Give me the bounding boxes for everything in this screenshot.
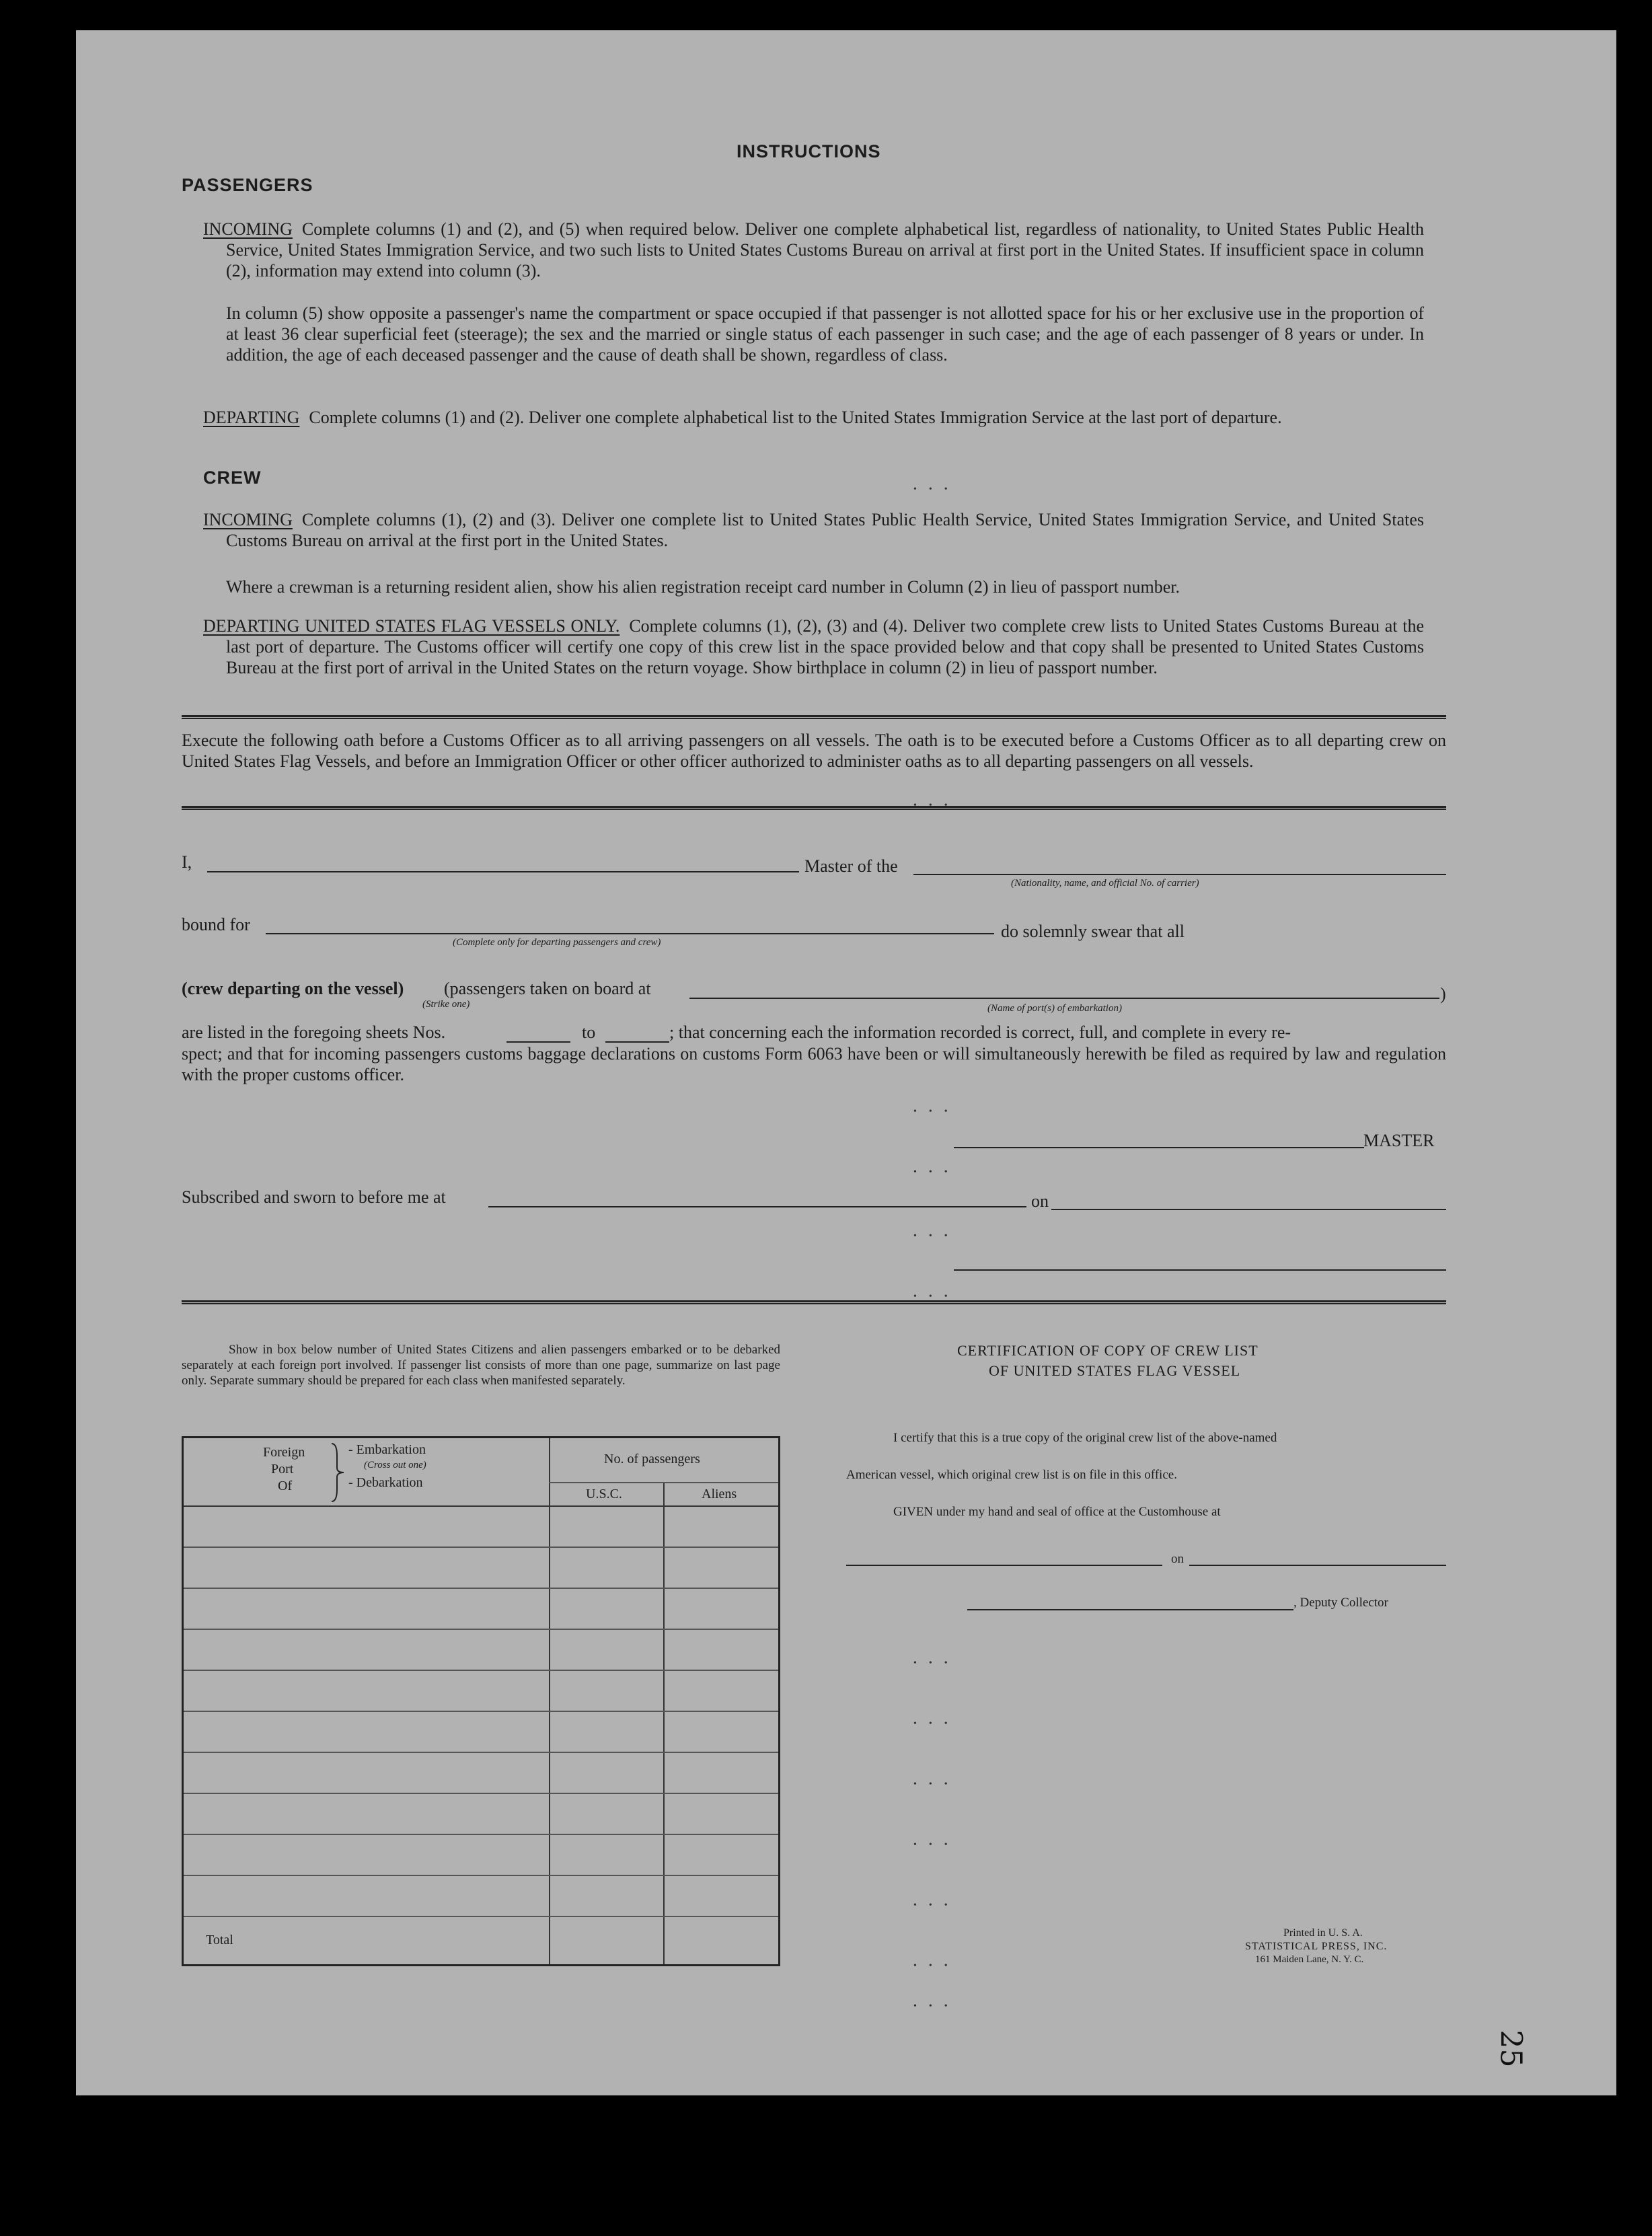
passenger-summary-table xyxy=(182,1436,780,1966)
table-row-rule xyxy=(184,1793,778,1794)
listed-text-2: ; that concerning each the information recorded is correct, full, and complete in every re- xyxy=(669,1022,1291,1042)
margin-dots: ••• xyxy=(913,2001,960,2011)
table-subheader-rule xyxy=(549,1482,778,1483)
margin-dots: ••• xyxy=(913,484,960,494)
summary-note: Show in box below number of United States Citizens and alien passengers embarked or to be debarked separately at each foreign port involved. If passenger list consists of more than one page, summarize on last page only. Separate summary should be prepared for each class when manifested separately. xyxy=(182,1343,780,1388)
sheet-from-line[interactable] xyxy=(506,1041,570,1043)
table-row-rule xyxy=(184,1711,778,1712)
handwritten-page-number: 25 xyxy=(1493,2029,1528,2068)
margin-dots: ••• xyxy=(913,1167,960,1177)
margin-dots: ••• xyxy=(913,1779,960,1789)
deputy-collector-label: , Deputy Collector xyxy=(1293,1596,1388,1610)
passengers-incoming-instruction xyxy=(203,219,1424,281)
crew-heading: CREW xyxy=(203,468,262,488)
given-text: GIVEN under my hand and seal of office at the Customhouse at xyxy=(893,1505,1221,1519)
ports-line[interactable] xyxy=(689,998,1439,999)
passengers-column5-instruction: In column (5) show opposite a passenger's name the compartment or space occupied if that passenger is not allotted space for his or her exclusive use in the proportion of at least 36 clear superficial feet (steerage); the sex and the married or single status of each passenger in such case; and the age of each passenger of 8 years or under. In addition, the age of each deceased passenger and the cause of death shall be shown, regardless of class. xyxy=(226,303,1424,365)
crew-departing-lead: DEPARTING UNITED STATES FLAG VESSELS ONLY. xyxy=(203,616,620,636)
margin-dots: ••• xyxy=(913,1231,960,1241)
deputy-collector-signature-line[interactable] xyxy=(967,1609,1293,1610)
listed-text-3: spect; and that for incoming passengers customs baggage declarations on customs Form 6063 have been or will simultaneously herewith be filed as required by law and regulation with the proper customs officer. xyxy=(182,1044,1446,1084)
instructions-title: INSTRUCTIONS xyxy=(737,141,881,161)
total-label: Total xyxy=(206,1933,233,1947)
passengers-departing-text: Complete columns (1) and (2). Deliver one complete alphabetical list to the United States Immigration Service at the last port of departure. xyxy=(309,408,1282,427)
usc-header: U.S.C. xyxy=(586,1487,622,1501)
crew-departing-option: (crew departing on the vessel) xyxy=(182,979,404,998)
passengers-incoming-text: Complete columns (1) and (2), and (5) when required below. Deliver one complete alphabetical list, regardless of nationality, to United States Public Health Service, United States Immigration Service, and two such lists to United States Customs Bureau on arrival at first port in the United States. If insufficient space in column (2), information may extend into column (3). xyxy=(226,219,1424,281)
crew-incoming-lead: INCOMING xyxy=(203,510,293,529)
table-row-rule xyxy=(184,1834,778,1835)
master-label: MASTER xyxy=(1363,1131,1435,1150)
table-col-divider xyxy=(663,1482,665,1964)
table-row-rule xyxy=(184,1588,778,1589)
do-swear-text: do solemnly swear that all xyxy=(1001,922,1185,941)
divider-rule xyxy=(182,806,1446,810)
margin-dots: ••• xyxy=(913,1292,960,1302)
certification-date-line[interactable] xyxy=(1189,1565,1446,1566)
passengers-incoming-lead: INCOMING xyxy=(203,219,293,239)
crew-incoming-text: Complete columns (1), (2) and (3). Deliver one complete list to United States Public Health Service, United States Immigration Service, and United States Customs Bureau on arrival at the first port in the United States. xyxy=(226,510,1424,550)
ports-caption: (Name of port(s) of embarkation) xyxy=(987,1003,1122,1014)
margin-dots: ••• xyxy=(913,1719,960,1729)
passengers-taken-option: (passengers taken on board at xyxy=(444,979,651,998)
margin-dots: ••• xyxy=(913,1900,960,1910)
subscribed-on-label: on xyxy=(1031,1191,1049,1211)
table-row-rule xyxy=(184,1916,778,1917)
printer-line-2: STATISTICAL PRESS, INC. xyxy=(1245,1941,1388,1952)
oath-execute-instruction: Execute the following oath before a Customs Officer as to all arriving passengers on all vessels. The oath is to be executed before a Customs Officer as to all departing crew on United States Flag Vessels, and before an Immigration Officer or other officer authorized to administer oaths as to all departing passengers on all vessels. xyxy=(182,731,1446,771)
embarkation-label: - Embarkation xyxy=(348,1442,426,1457)
table-row-rule xyxy=(184,1629,778,1630)
no-of-passengers-header: No. of passengers xyxy=(604,1452,700,1466)
certification-title-2: OF UNITED STATES FLAG VESSEL xyxy=(989,1362,1241,1379)
table-row-rule xyxy=(184,1752,778,1753)
printer-line-1: Printed in U. S. A. xyxy=(1283,1927,1363,1939)
officer-signature-line[interactable] xyxy=(954,1269,1446,1271)
table-col-divider xyxy=(549,1438,550,1964)
passengers-departing-instruction xyxy=(203,407,1424,428)
carrier-caption: (Nationality, name, and official No. of carrier) xyxy=(1011,878,1199,889)
bound-for-caption: (Complete only for departing passengers and crew) xyxy=(453,937,661,948)
margin-dots: ••• xyxy=(913,800,960,811)
crew-incoming-instruction xyxy=(203,509,1424,551)
brace-icon xyxy=(330,1442,345,1503)
aliens-header: Aliens xyxy=(702,1487,737,1501)
margin-dots: ••• xyxy=(913,1840,960,1850)
close-paren: ) xyxy=(1440,984,1446,1004)
master-name-line[interactable] xyxy=(207,871,799,872)
cross-out-caption: (Cross out one) xyxy=(364,1460,426,1470)
debarkation-label: - Debarkation xyxy=(348,1475,423,1490)
col-port-2: Port xyxy=(271,1462,294,1477)
strike-one-caption: (Strike one) xyxy=(422,999,470,1010)
certification-title-1: CERTIFICATION OF COPY OF CREW LIST xyxy=(957,1342,1259,1359)
listed-text-1: are listed in the foregoing sheets Nos. xyxy=(182,1022,446,1042)
certify-text-2: American vessel, which original crew list is on file in this office. xyxy=(846,1468,1177,1482)
crew-departing-text: Complete columns (1), (2), (3) and (4). Deliver two complete crew lists to United States Customs Bureau at the last port of departure. The Customs officer will certify one copy of this crew list in the space provided below and that copy shall be presented to United States Customs Bureau at the first port of arrival in the United States on the return voyage. Show birthplace in column (2) in lieu of passport number. xyxy=(226,616,1425,677)
form-page xyxy=(76,30,1616,2095)
passengers-heading: PASSENGERS xyxy=(182,175,313,195)
master-of-the-label: Master of the xyxy=(804,856,898,876)
carrier-line[interactable] xyxy=(913,874,1446,875)
crew-returning-instruction: Where a crewman is a returning resident alien, show his alien registration receipt card number in Column (2) in lieu of passport number. xyxy=(226,577,1180,597)
sheet-to-line[interactable] xyxy=(605,1041,669,1043)
margin-dots: ••• xyxy=(913,1658,960,1668)
printer-line-3: 161 Maiden Lane, N. Y. C. xyxy=(1255,1954,1364,1965)
divider-rule xyxy=(182,1300,1446,1304)
certification-on-label: on xyxy=(1171,1552,1184,1566)
margin-dots: ••• xyxy=(913,1107,960,1117)
passengers-departing-lead: DEPARTING xyxy=(203,408,300,427)
table-header-rule xyxy=(184,1505,778,1507)
table-row-rule xyxy=(184,1670,778,1671)
table-row-rule xyxy=(184,1546,778,1548)
subscribed-place-line[interactable] xyxy=(488,1206,1026,1207)
crew-departing-instruction xyxy=(203,616,1424,678)
subscribed-date-line[interactable] xyxy=(1051,1209,1446,1210)
subscribed-label: Subscribed and sworn to before me at xyxy=(182,1187,446,1207)
col-port-1: Foreign xyxy=(263,1445,305,1460)
divider-rule xyxy=(182,715,1446,719)
col-port-3: Of xyxy=(278,1479,293,1493)
table-row-rule xyxy=(184,1875,778,1876)
customhouse-place-line[interactable] xyxy=(846,1565,1162,1566)
listed-to: to xyxy=(582,1022,596,1042)
bound-for-line[interactable] xyxy=(266,933,994,934)
bound-for-label: bound for xyxy=(182,915,250,934)
certify-text-1: I certify that this is a true copy of the original crew list of the above-named xyxy=(893,1431,1277,1445)
master-signature-line[interactable] xyxy=(954,1147,1364,1148)
oath-i-label: I, xyxy=(182,852,192,872)
margin-dots: ••• xyxy=(913,1961,960,1971)
